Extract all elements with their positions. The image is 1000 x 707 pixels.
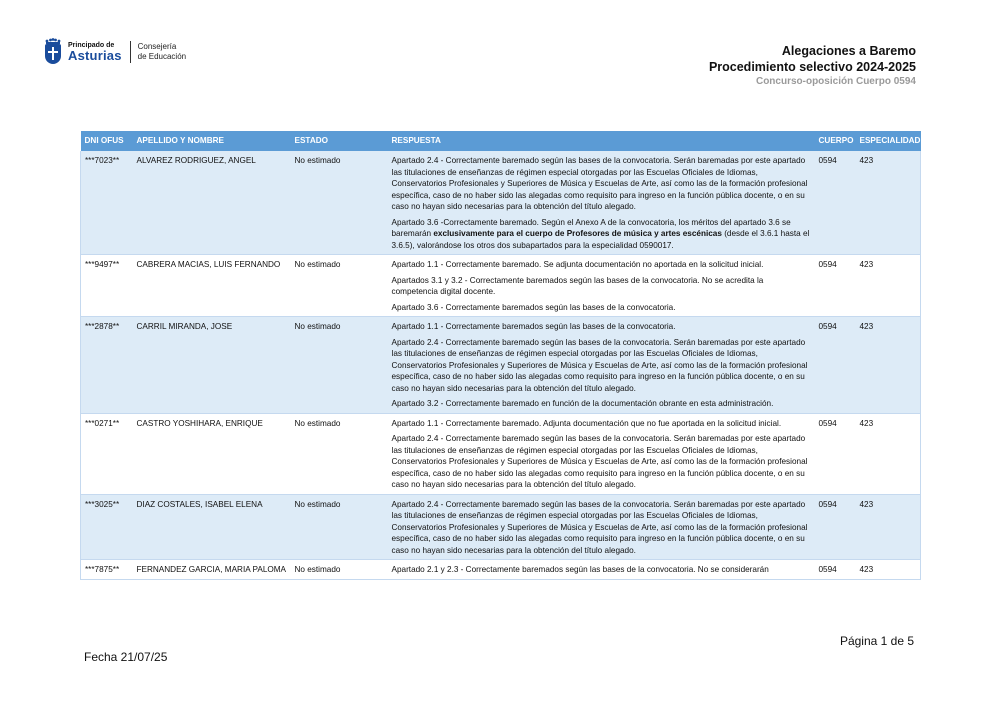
- cell-respuesta: [388, 494, 815, 560]
- cell-estado: No estimado: [291, 317, 388, 414]
- cell-estado: No estimado: [291, 413, 388, 494]
- respuesta-paragraph: Apartado 2.4 - Correctamente baremado según las bases de la convocatoria. Serán baremadas por este apartado las titulaciones de enseñanzas de régimen especial otorgadas por las Escuelas Oficiales de Idiomas, Conservatorios Profesionales y Superiores de Música y Escuelas de Arte, así como las de la formación profesional específica, caso de no haber sido las alegadas como requisito para ingreso en la función pública docente, o en su caso no hayan sido necesarias para la obtención del título alegado.: [391, 337, 808, 393]
- table-row: [81, 560, 921, 580]
- respuesta-paragraph: Apartado 1.1 - Correctamente baremado. Adjunta documentación que no fue aportada en la solicitud inicial.: [391, 418, 782, 428]
- cell-estado: No estimado: [291, 255, 388, 317]
- cell-cuerpo: 0594: [815, 255, 856, 317]
- col-header-nombre: APELLIDO Y NOMBRE: [133, 131, 291, 151]
- col-header-respuesta: RESPUESTA: [388, 131, 815, 151]
- asturias-shield-icon: [44, 38, 62, 65]
- respuesta-paragraph: Apartado 3.6 - Correctamente baremados según las bases de la convocatoria.: [391, 302, 676, 312]
- document-title: Alegaciones a Baremo: [781, 44, 916, 58]
- dept-line2: de Educación: [137, 51, 187, 61]
- cell-especialidad: 423: [856, 317, 921, 414]
- cell-respuesta: [388, 255, 815, 317]
- table-row: [81, 494, 921, 560]
- cell-dni: ***3025**: [81, 494, 133, 560]
- cell-dni: ***0271**: [81, 413, 133, 494]
- cell-dni: ***9497**: [81, 255, 133, 317]
- cell-especialidad: 423: [856, 560, 921, 580]
- col-header-estado: ESTADO: [291, 131, 388, 151]
- cell-especialidad: 423: [856, 151, 921, 255]
- cell-especialidad: 423: [856, 413, 921, 494]
- brand-line1: Principado de: [68, 41, 115, 49]
- document-titles: [709, 43, 916, 89]
- table-row: [81, 151, 921, 255]
- respuesta-paragraph: Apartados 3.1 y 3.2 - Correctamente baremados según las bases de la convocatoria. No se acredita la competencia digital docente.: [391, 275, 764, 296]
- cell-nombre: DIAZ COSTALES, ISABEL ELENA: [133, 494, 291, 560]
- cell-dni: ***2878**: [81, 317, 133, 414]
- document-subtitle: Procedimiento selectivo 2024-2025: [708, 60, 916, 74]
- table-row: [81, 317, 921, 414]
- respuesta-paragraph: Apartado 2.4 - Correctamente baremado según las bases de la convocatoria. Serán baremadas por este apartado las titulaciones de enseñanzas de régimen especial otorgadas por las Escuelas Oficiales de Idiomas, Conservatorios Profesionales y Superiores de Música y Escuelas de Arte, así como las de la formación profesional específica, caso de no haber sido las alegadas como requisito para ingreso en la función pública docente, o en su caso no hayan sido necesarias para la obtención del título alegado.: [391, 156, 808, 211]
- cell-nombre: ALVAREZ RODRIGUEZ, ANGEL: [133, 151, 291, 255]
- cell-cuerpo: 0594: [815, 413, 856, 494]
- respuesta-paragraph: Apartado 2.1 y 2.3 - Correctamente baremados según las bases de la convocatoria. No se considerarán: [391, 565, 769, 574]
- alegaciones-table: [80, 131, 921, 580]
- respuesta-paragraph: Apartado 2.4 - Correctamente baremado según las bases de la convocatoria. Serán baremadas por este apartado las titulaciones de enseñanzas de régimen especial otorgadas por las Escuelas Oficiales de Idiomas, Conservatorios Profesionales y Superiores de Música y Escuelas de Arte, así como las de la formación profesional específica, caso de no haber sido las alegadas como requisito para ingreso en la función pública docente, o en su caso no hayan sido necesarias para la obtención del título alegado.: [391, 499, 808, 555]
- cell-cuerpo: 0594: [815, 317, 856, 414]
- dept-line1: Consejería: [137, 41, 177, 51]
- asturias-logo: [44, 38, 186, 65]
- respuesta-paragraph: Apartado 1.1 - Correctamente baremados según las bases de la convocatoria.: [391, 322, 676, 331]
- brand-line2: Asturias: [68, 47, 122, 63]
- cell-respuesta: [388, 413, 815, 494]
- respuesta-paragraph: Apartado 2.4 - Correctamente baremado según las bases de la convocatoria. Serán baremadas por este apartado las titulaciones de enseñanzas de régimen especial otorgadas por las Escuelas Oficiales de Idiomas, Conservatorios Profesionales y Superiores de Música y Escuelas de Arte, así como las de la formación profesional específica, caso de no haber sido las alegadas como requisito para ingreso en la función pública docente, o en su caso no hayan sido necesarias para la obtención del título alegado.: [391, 434, 808, 489]
- cell-nombre: CASTRO YOSHIHARA, ENRIQUE: [133, 413, 291, 494]
- col-header-dni: DNI OFUS: [81, 131, 133, 151]
- respuesta-paragraph: Apartado 3.6 -Correctamente baremado. Según el Anexo A de la convocatoria, los méritos del apartado 3.6 se baremarán exclusivamente para el cuerpo de Profesores de música y artes escénicas (desde el 3.6.1 hasta el 3.6.5), valorándose los otros dos subapartados para la especialidad 0590017.: [391, 217, 810, 250]
- col-header-cuerpo: CUERPO: [815, 131, 856, 151]
- cell-nombre: FERNANDEZ GARCIA, MARIA PALOMA: [133, 560, 291, 580]
- shield-body: [45, 44, 61, 64]
- cell-estado: No estimado: [291, 560, 388, 580]
- cell-cuerpo: 0594: [815, 560, 856, 580]
- cell-especialidad: 423: [856, 255, 921, 317]
- col-header-especialidad: ESPECIALIDAD: [856, 131, 921, 151]
- logo-divider: [130, 41, 131, 63]
- cell-dni: ***7875**: [81, 560, 133, 580]
- cell-dni: ***7023**: [81, 151, 133, 255]
- cell-cuerpo: 0594: [815, 494, 856, 560]
- table-row: [81, 255, 921, 317]
- cell-nombre: CABRERA MACIAS, LUIS FERNANDO: [133, 255, 291, 317]
- cell-respuesta: [388, 151, 815, 255]
- table-row: [81, 413, 921, 494]
- table-header-row: [81, 131, 921, 151]
- document-date: Fecha 21/07/25: [84, 650, 168, 664]
- cell-respuesta: [388, 560, 815, 580]
- document-subsubtitle: Concurso-oposición Cuerpo 0594: [755, 76, 916, 87]
- cell-cuerpo: 0594: [815, 151, 856, 255]
- respuesta-paragraph: Apartado 3.2 - Correctamente baremado en función de la documentación obrante en esta administración.: [391, 399, 774, 408]
- cell-respuesta: [388, 317, 815, 414]
- page-number: Página 1 de 5: [839, 634, 914, 648]
- cell-nombre: CARRIL MIRANDA, JOSE: [133, 317, 291, 414]
- respuesta-paragraph: Apartado 1.1 - Correctamente baremado. Se adjunta documentación no aportada en la solicitud inicial.: [391, 260, 764, 269]
- cell-estado: No estimado: [291, 494, 388, 560]
- cell-especialidad: 423: [856, 494, 921, 560]
- cell-estado: No estimado: [291, 151, 388, 255]
